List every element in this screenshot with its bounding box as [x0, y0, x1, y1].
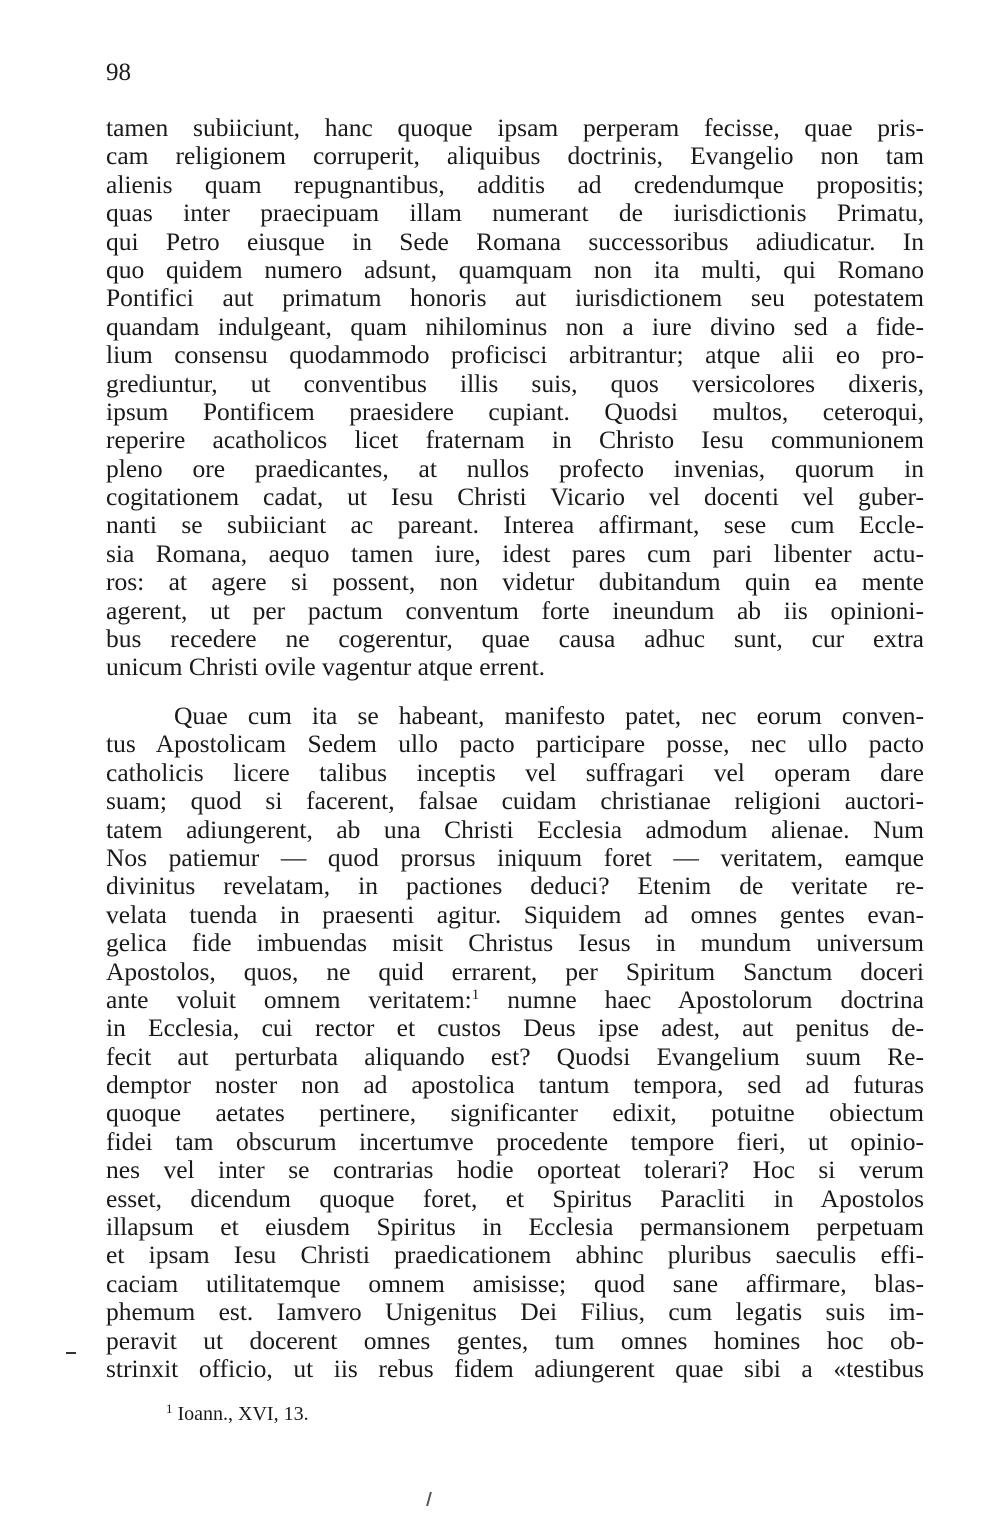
text-line: ipsum Pontificem praesidere cupiant. Quodsi multos, ceteroqui, — [106, 396, 924, 426]
text-line: Nos patiemur — quod prorsus iniquum foret — veritatem, eamque — [106, 842, 924, 872]
text-line: quandam indulgeant, quam nihilominus non a iure divino sed a fide- — [106, 311, 924, 341]
text-line: grediuntur, ut conventibus illis suis, quos versicolores dixeris, — [106, 368, 924, 398]
text-line: alienis quam repugnantibus, additis ad credendumque propositis; — [106, 169, 924, 199]
text-line: cam religionem corruperit, aliquibus doctrinis, Evangelio non tam — [106, 141, 924, 171]
text-line: phemum est. Iamvero Unigenitus Dei Filius, cum legatis suis im- — [106, 1297, 924, 1327]
text-line: velata tuenda in praesenti agitur. Siquidem ad omnes gentes evan- — [106, 899, 924, 929]
text-line: qui Petro eiusque in Sede Romana successoribus adiudicatur. In — [106, 226, 924, 256]
text-line: sia Romana, aequo tamen iure, idest pares cum pari libenter actu- — [106, 538, 924, 568]
text-line: reperire acatholicos licet fraternam in Christo Iesu communionem — [106, 425, 924, 455]
page-number: 98 — [106, 59, 131, 86]
text-line: lium consensu quodammodo proficisci arbitrantur; atque alii eo pro- — [106, 340, 924, 370]
margin-mark — [66, 1352, 76, 1354]
text-line: strinxit officio, ut iis rebus fidem adiungerent quae sibi a «testibus — [106, 1353, 924, 1383]
text-line: nanti se subiiciant ac pareant. Interea affirmant, sese cum Eccle- — [106, 510, 924, 540]
text-line: agerent, ut per pactum conventum forte ineundum ab iis opinioni- — [106, 595, 924, 625]
text-line: peravit ut docerent omnes gentes, tum omnes homines hoc ob- — [106, 1325, 924, 1355]
text-line: catholicis licere talibus inceptis vel suffragari vel operam dare — [106, 757, 924, 787]
text-line: tatem adiungerent, ab una Christi Ecclesia admodum alienae. Num — [106, 814, 924, 844]
text-line: fecit aut perturbata aliquando est? Quodsi Evangelium suum Re- — [106, 1041, 924, 1071]
text-line: et ipsam Iesu Christi praedicationem abhinc pluribus saeculis effi- — [106, 1240, 924, 1270]
scan-artifact-mark — [426, 1492, 432, 1506]
footnote-reference: 1 — [471, 986, 480, 1003]
text-line: gelica fide imbuendas misit Christus Iesus in mundum universum — [106, 928, 924, 958]
text-line: Apostolos, quos, ne quid errarent, per Spiritum Sanctum doceri — [106, 956, 924, 986]
text-line: Quae cum ita se habeant, manifesto patet, nec eorum conven- — [174, 701, 924, 730]
text-segment: numne haec Apostolorum doctrina — [479, 984, 924, 1014]
text-line: quas inter praecipuam illam numerant de iurisdictionis Primatu, — [106, 198, 924, 228]
text-line: fidei tam obscurum incertumve procedente tempore fieri, ut opinio- — [106, 1126, 924, 1156]
paragraph-2 — [106, 702, 924, 1383]
text-line: quoque aetates pertinere, significanter edixit, potuitne obiectum — [106, 1098, 924, 1128]
text-line: caciam utilitatemque omnem amisisse; quod sane affirmare, blas- — [106, 1268, 924, 1298]
text-line: in Ecclesia, cui rector et custos Deus ipse adest, aut penitus de- — [106, 1013, 924, 1043]
text-line-with-footnote — [106, 986, 924, 1014]
text-line: suam; quod si facerent, falsae cuidam christianae religioni auctori- — [106, 786, 924, 816]
text-line: bus recedere ne cogerentur, quae causa adhuc sunt, cur extra — [106, 624, 924, 654]
text-line: unicum Christi ovile vagentur atque errent. — [106, 652, 546, 682]
text-line: ros: at agere si possent, non videtur dubitandum quin ea mente — [106, 567, 924, 597]
text-line: nes vel inter se contrarias hodie oporteat tolerari? Hoc si verum — [106, 1155, 924, 1185]
text-line: divinitus revelatam, in pactiones deduci? Etenim de veritate re- — [106, 871, 924, 901]
text-line: pleno ore praedicantes, at nullos profecto invenias, quorum in — [106, 453, 924, 483]
paragraph-1 — [106, 114, 924, 682]
footnote — [166, 1402, 309, 1426]
text-line: tamen subiiciunt, hanc quoque ipsam perperam fecisse, quae pris- — [106, 113, 924, 142]
text-line: quo quidem numero adsunt, quamquam non ita multi, qui Romano — [106, 254, 924, 284]
footnote-text: Ioann., XVI, 13. — [172, 1403, 309, 1425]
text-line: demptor noster non ad apostolica tantum tempora, sed ad futuras — [106, 1070, 924, 1100]
text-line: esset, dicendum quoque foret, et Spiritus Paracliti in Apostolos — [106, 1183, 924, 1213]
footnote-marker: 1 — [166, 1401, 173, 1416]
text-segment: ante voluit omnem veritatem: — [106, 984, 472, 1014]
text-line: Pontifici aut primatum honoris aut iurisdictionem seu potestatem — [106, 283, 924, 313]
text-line: illapsum et eiusdem Spiritus in Ecclesia permansionem perpetuam — [106, 1212, 924, 1242]
text-line: tus Apostolicam Sedem ullo pacto participare posse, nec ullo pacto — [106, 729, 924, 759]
text-line: cogitationem cadat, ut Iesu Christi Vicario vel docenti vel guber- — [106, 482, 924, 512]
